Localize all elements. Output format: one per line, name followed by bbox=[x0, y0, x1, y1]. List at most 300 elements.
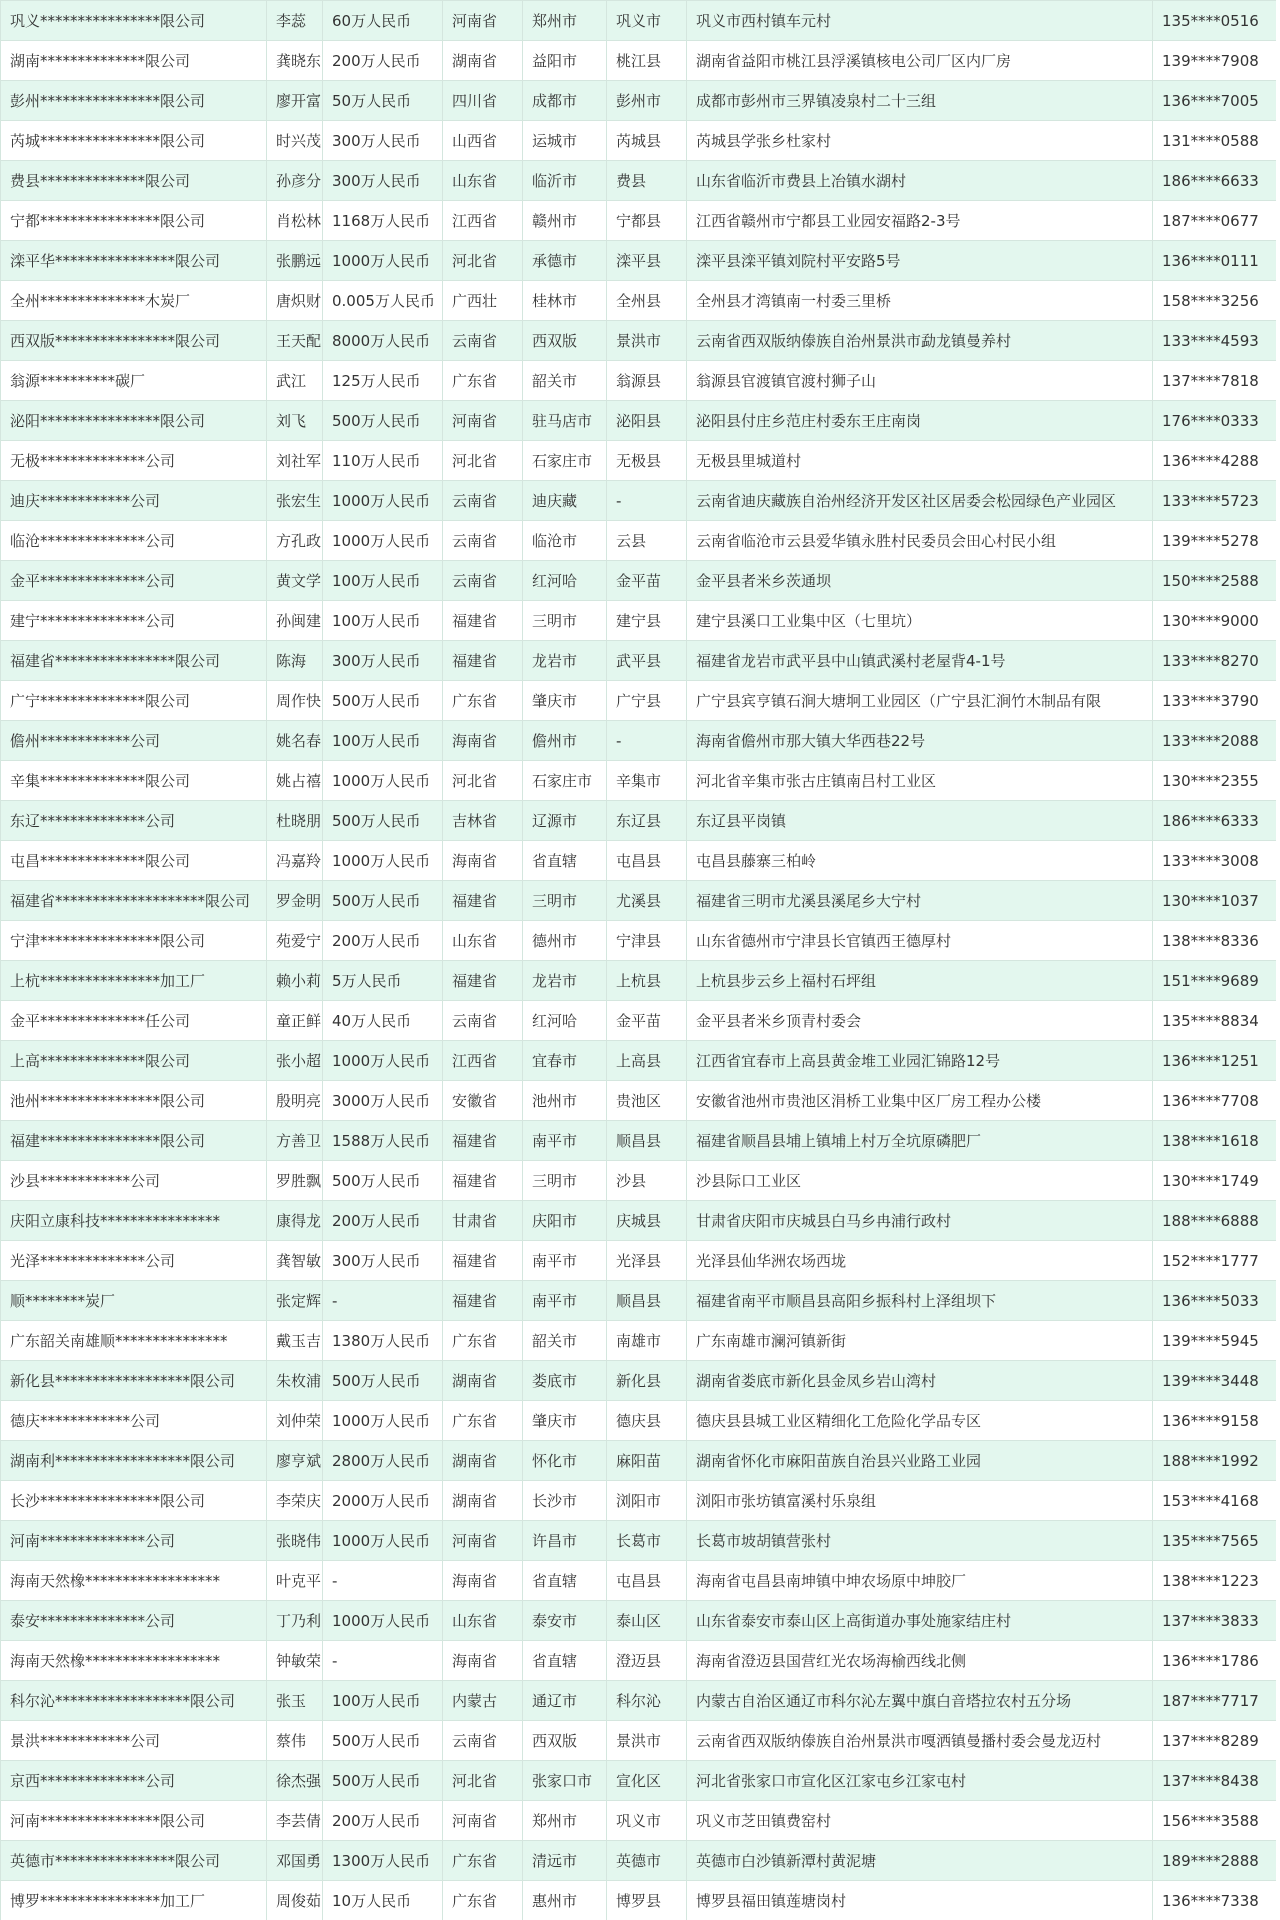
company-name-cell: 费县**************限公司 bbox=[1, 161, 267, 201]
legal-rep-cell: 黄文学 bbox=[267, 561, 323, 601]
table-row bbox=[1, 881, 1280, 921]
registered-capital-cell: 500万人民币 bbox=[323, 681, 443, 721]
phone-cell: 186****6333 bbox=[1153, 801, 1280, 841]
province-cell: 吉林省 bbox=[443, 801, 523, 841]
registered-capital-cell: 110万人民币 bbox=[323, 441, 443, 481]
address-cell: 山东省泰安市泰山区上高街道办事处施家结庄村 bbox=[687, 1601, 1153, 1641]
table-row bbox=[1, 401, 1280, 441]
address-cell: 海南省儋州市那大镇大华西巷22号 bbox=[687, 721, 1153, 761]
legal-rep-cell: 罗胜飘 bbox=[267, 1161, 323, 1201]
registered-capital-cell: 100万人民币 bbox=[323, 1681, 443, 1721]
company-name-cell: 德庆************公司 bbox=[1, 1401, 267, 1441]
table-row bbox=[1, 1041, 1280, 1081]
table-row bbox=[1, 1121, 1280, 1161]
registered-capital-cell: 1000万人民币 bbox=[323, 481, 443, 521]
province-cell: 福建省 bbox=[443, 881, 523, 921]
city-cell: 通辽市 bbox=[523, 1681, 607, 1721]
address-cell: 云南省迪庆藏族自治州经济开发区社区居委会松园绿色产业园区 bbox=[687, 481, 1153, 521]
city-cell: 娄底市 bbox=[523, 1361, 607, 1401]
table-row bbox=[1, 1, 1280, 41]
address-cell: 云南省临沧市云县爱华镇永胜村民委员会田心村民小组 bbox=[687, 521, 1153, 561]
city-cell: 赣州市 bbox=[523, 201, 607, 241]
table-row bbox=[1, 521, 1280, 561]
city-cell: 运城市 bbox=[523, 121, 607, 161]
province-cell: 云南省 bbox=[443, 481, 523, 521]
province-cell: 内蒙古 bbox=[443, 1681, 523, 1721]
city-cell: 南平市 bbox=[523, 1121, 607, 1161]
legal-rep-cell: 王天配 bbox=[267, 321, 323, 361]
city-cell: 西双版 bbox=[523, 321, 607, 361]
district-cell: 云县 bbox=[607, 521, 687, 561]
legal-rep-cell: 张宏生 bbox=[267, 481, 323, 521]
address-cell: 屯昌县藤寨三柏岭 bbox=[687, 841, 1153, 881]
table-row bbox=[1, 1761, 1280, 1801]
legal-rep-cell: 方孔政 bbox=[267, 521, 323, 561]
address-cell: 云南省西双版纳傣族自治州景洪市勐龙镇曼养村 bbox=[687, 321, 1153, 361]
company-name-cell: 东辽**************公司 bbox=[1, 801, 267, 841]
table-row bbox=[1, 1281, 1280, 1321]
city-cell: 成都市 bbox=[523, 81, 607, 121]
phone-cell: 152****1777 bbox=[1153, 1241, 1280, 1281]
phone-cell: 137****7818 bbox=[1153, 361, 1280, 401]
address-cell: 上杭县步云乡上福村石坪组 bbox=[687, 961, 1153, 1001]
company-name-cell: 彭州****************限公司 bbox=[1, 81, 267, 121]
city-cell: 张家口市 bbox=[523, 1761, 607, 1801]
legal-rep-cell: 周作快 bbox=[267, 681, 323, 721]
district-cell: 屯昌县 bbox=[607, 841, 687, 881]
province-cell: 河南省 bbox=[443, 1521, 523, 1561]
phone-cell: 136****9158 bbox=[1153, 1401, 1280, 1441]
city-cell: 龙岩市 bbox=[523, 961, 607, 1001]
table-row bbox=[1, 441, 1280, 481]
company-name-cell: 辛集**************限公司 bbox=[1, 761, 267, 801]
legal-rep-cell: 徐杰强 bbox=[267, 1761, 323, 1801]
province-cell: 云南省 bbox=[443, 321, 523, 361]
province-cell: 海南省 bbox=[443, 1641, 523, 1681]
city-cell: 怀化市 bbox=[523, 1441, 607, 1481]
company-name-cell: 博罗****************加工厂 bbox=[1, 1881, 267, 1920]
city-cell: 迪庆藏 bbox=[523, 481, 607, 521]
province-cell: 广东省 bbox=[443, 681, 523, 721]
district-cell: 巩义市 bbox=[607, 1, 687, 41]
province-cell: 四川省 bbox=[443, 81, 523, 121]
province-cell: 广西壮 bbox=[443, 281, 523, 321]
district-cell: 尤溪县 bbox=[607, 881, 687, 921]
table-row bbox=[1, 561, 1280, 601]
district-cell: 屯昌县 bbox=[607, 1561, 687, 1601]
registered-capital-cell: 1588万人民币 bbox=[323, 1121, 443, 1161]
address-cell: 博罗县福田镇莲塘岗村 bbox=[687, 1881, 1153, 1920]
phone-cell: 133****3008 bbox=[1153, 841, 1280, 881]
registered-capital-cell: 200万人民币 bbox=[323, 1201, 443, 1241]
address-cell: 福建省龙岩市武平县中山镇武溪村老屋背4-1号 bbox=[687, 641, 1153, 681]
company-name-cell: 无极**************公司 bbox=[1, 441, 267, 481]
phone-cell: 139****5278 bbox=[1153, 521, 1280, 561]
province-cell: 福建省 bbox=[443, 1121, 523, 1161]
registered-capital-cell: - bbox=[323, 1641, 443, 1681]
district-cell: 新化县 bbox=[607, 1361, 687, 1401]
legal-rep-cell: 陈海 bbox=[267, 641, 323, 681]
table-row bbox=[1, 1881, 1280, 1920]
province-cell: 河南省 bbox=[443, 401, 523, 441]
registered-capital-cell: 500万人民币 bbox=[323, 401, 443, 441]
district-cell: - bbox=[607, 721, 687, 761]
phone-cell: 187****7717 bbox=[1153, 1681, 1280, 1721]
legal-rep-cell: 张玉 bbox=[267, 1681, 323, 1721]
city-cell: 省直辖 bbox=[523, 1561, 607, 1601]
legal-rep-cell: 朱枚浦 bbox=[267, 1361, 323, 1401]
phone-cell: 138****1618 bbox=[1153, 1121, 1280, 1161]
legal-rep-cell: 张晓伟 bbox=[267, 1521, 323, 1561]
address-cell: 福建省南平市顺昌县高阳乡振科村上泽组坝下 bbox=[687, 1281, 1153, 1321]
district-cell: 辛集市 bbox=[607, 761, 687, 801]
phone-cell: 136****1786 bbox=[1153, 1641, 1280, 1681]
district-cell: 泌阳县 bbox=[607, 401, 687, 441]
address-cell: 福建省顺昌县埔上镇埔上村万全坑原磷肥厂 bbox=[687, 1121, 1153, 1161]
district-cell: 宁都县 bbox=[607, 201, 687, 241]
table-row bbox=[1, 1561, 1280, 1601]
table-row bbox=[1, 1361, 1280, 1401]
city-cell: 三明市 bbox=[523, 881, 607, 921]
table-row bbox=[1, 1201, 1280, 1241]
phone-cell: 153****4168 bbox=[1153, 1481, 1280, 1521]
phone-cell: 130****2355 bbox=[1153, 761, 1280, 801]
table-row bbox=[1, 601, 1280, 641]
city-cell: 清远市 bbox=[523, 1841, 607, 1881]
city-cell: 三明市 bbox=[523, 601, 607, 641]
district-cell: 景洪市 bbox=[607, 1721, 687, 1761]
legal-rep-cell: 张鹏远 bbox=[267, 241, 323, 281]
district-cell: 全州县 bbox=[607, 281, 687, 321]
phone-cell: 133****3790 bbox=[1153, 681, 1280, 721]
registered-capital-cell: 500万人民币 bbox=[323, 801, 443, 841]
province-cell: 河北省 bbox=[443, 761, 523, 801]
registered-capital-cell: 300万人民币 bbox=[323, 161, 443, 201]
registered-capital-cell: 125万人民币 bbox=[323, 361, 443, 401]
phone-cell: 139****7908 bbox=[1153, 41, 1280, 81]
registered-capital-cell: 200万人民币 bbox=[323, 1801, 443, 1841]
phone-cell: 135****7565 bbox=[1153, 1521, 1280, 1561]
phone-cell: 133****4593 bbox=[1153, 321, 1280, 361]
phone-cell: 136****5033 bbox=[1153, 1281, 1280, 1321]
province-cell: 广东省 bbox=[443, 1881, 523, 1920]
province-cell: 福建省 bbox=[443, 961, 523, 1001]
city-cell: 德州市 bbox=[523, 921, 607, 961]
district-cell: 桃江县 bbox=[607, 41, 687, 81]
registered-capital-cell: 100万人民币 bbox=[323, 561, 443, 601]
address-cell: 甘肃省庆阳市庆城县白马乡冉浦行政村 bbox=[687, 1201, 1153, 1241]
registered-capital-cell: 10万人民币 bbox=[323, 1881, 443, 1920]
phone-cell: 187****0677 bbox=[1153, 201, 1280, 241]
table-row bbox=[1, 801, 1280, 841]
legal-rep-cell: 邓国勇 bbox=[267, 1841, 323, 1881]
province-cell: 河北省 bbox=[443, 1761, 523, 1801]
address-cell: 海南省澄迈县国营红光农场海榆西线北侧 bbox=[687, 1641, 1153, 1681]
company-name-cell: 宁都****************限公司 bbox=[1, 201, 267, 241]
table-row bbox=[1, 1161, 1280, 1201]
district-cell: 顺昌县 bbox=[607, 1121, 687, 1161]
address-cell: 滦平县滦平镇刘院村平安路5号 bbox=[687, 241, 1153, 281]
province-cell: 广东省 bbox=[443, 361, 523, 401]
phone-cell: 139****5945 bbox=[1153, 1321, 1280, 1361]
address-cell: 光泽县仙华洲农场西垅 bbox=[687, 1241, 1153, 1281]
company-name-cell: 海南天然橡****************** bbox=[1, 1641, 267, 1681]
address-cell: 金平县者米乡顶青村委会 bbox=[687, 1001, 1153, 1041]
table-row bbox=[1, 1641, 1280, 1681]
district-cell: 金平苗 bbox=[607, 1001, 687, 1041]
city-cell: 郑州市 bbox=[523, 1801, 607, 1841]
phone-cell: 131****0588 bbox=[1153, 121, 1280, 161]
registered-capital-cell: 1000万人民币 bbox=[323, 1521, 443, 1561]
legal-rep-cell: 丁乃利 bbox=[267, 1601, 323, 1641]
city-cell: 长沙市 bbox=[523, 1481, 607, 1521]
province-cell: 湖南省 bbox=[443, 1481, 523, 1521]
legal-rep-cell: 姚名春 bbox=[267, 721, 323, 761]
city-cell: 临沂市 bbox=[523, 161, 607, 201]
phone-cell: 130****9000 bbox=[1153, 601, 1280, 641]
company-name-cell: 西双版****************限公司 bbox=[1, 321, 267, 361]
address-cell: 广东南雄市澜河镇新街 bbox=[687, 1321, 1153, 1361]
address-cell: 成都市彭州市三界镇凌泉村二十三组 bbox=[687, 81, 1153, 121]
district-cell: 上高县 bbox=[607, 1041, 687, 1081]
table-row bbox=[1, 1401, 1280, 1441]
table-row bbox=[1, 1441, 1280, 1481]
registered-capital-cell: 300万人民币 bbox=[323, 1241, 443, 1281]
phone-cell: 136****7005 bbox=[1153, 81, 1280, 121]
district-cell: 浏阳市 bbox=[607, 1481, 687, 1521]
company-name-cell: 宁津****************限公司 bbox=[1, 921, 267, 961]
company-name-cell: 广宁**************限公司 bbox=[1, 681, 267, 721]
company-name-cell: 建宁**************公司 bbox=[1, 601, 267, 641]
table-row bbox=[1, 281, 1280, 321]
district-cell: 宣化区 bbox=[607, 1761, 687, 1801]
province-cell: 江西省 bbox=[443, 1041, 523, 1081]
phone-cell: 150****2588 bbox=[1153, 561, 1280, 601]
district-cell: 沙县 bbox=[607, 1161, 687, 1201]
city-cell: 驻马店市 bbox=[523, 401, 607, 441]
company-name-cell: 河南****************限公司 bbox=[1, 1801, 267, 1841]
address-cell: 福建省三明市尤溪县溪尾乡大宁村 bbox=[687, 881, 1153, 921]
legal-rep-cell: 时兴茂 bbox=[267, 121, 323, 161]
legal-rep-cell: 唐炽财 bbox=[267, 281, 323, 321]
registered-capital-cell: - bbox=[323, 1561, 443, 1601]
province-cell: 云南省 bbox=[443, 561, 523, 601]
phone-cell: 130****1749 bbox=[1153, 1161, 1280, 1201]
company-name-cell: 广东韶关南雄顺*************** bbox=[1, 1321, 267, 1361]
district-cell: 建宁县 bbox=[607, 601, 687, 641]
district-cell: 广宁县 bbox=[607, 681, 687, 721]
table-row bbox=[1, 1721, 1280, 1761]
province-cell: 广东省 bbox=[443, 1401, 523, 1441]
city-cell: 临沧市 bbox=[523, 521, 607, 561]
legal-rep-cell: 刘飞 bbox=[267, 401, 323, 441]
district-cell: 巩义市 bbox=[607, 1801, 687, 1841]
district-cell: 德庆县 bbox=[607, 1401, 687, 1441]
address-cell: 湖南省娄底市新化县金凤乡岩山湾村 bbox=[687, 1361, 1153, 1401]
address-cell: 巩义市芝田镇费窑村 bbox=[687, 1801, 1153, 1841]
city-cell: 辽源市 bbox=[523, 801, 607, 841]
province-cell: 福建省 bbox=[443, 1161, 523, 1201]
address-cell: 湖南省益阳市桃江县浮溪镇核电公司厂区内厂房 bbox=[687, 41, 1153, 81]
registered-capital-cell: 500万人民币 bbox=[323, 1361, 443, 1401]
legal-rep-cell: 李荣庆 bbox=[267, 1481, 323, 1521]
legal-rep-cell: 刘社军 bbox=[267, 441, 323, 481]
company-name-cell: 福建省****************限公司 bbox=[1, 641, 267, 681]
address-cell: 江西省宜春市上高县黄金堆工业园汇锦路12号 bbox=[687, 1041, 1153, 1081]
province-cell: 云南省 bbox=[443, 1001, 523, 1041]
table-row bbox=[1, 1521, 1280, 1561]
district-cell: 无极县 bbox=[607, 441, 687, 481]
legal-rep-cell: 童正鲜 bbox=[267, 1001, 323, 1041]
registered-capital-cell: 1000万人民币 bbox=[323, 761, 443, 801]
table-row bbox=[1, 1801, 1280, 1841]
address-cell: 沙县际口工业区 bbox=[687, 1161, 1153, 1201]
company-name-cell: 临沧**************公司 bbox=[1, 521, 267, 561]
table-row bbox=[1, 681, 1280, 721]
registered-capital-cell: 1000万人民币 bbox=[323, 1401, 443, 1441]
address-cell: 英德市白沙镇新潭村黄泥塘 bbox=[687, 1841, 1153, 1881]
phone-cell: 137****3833 bbox=[1153, 1601, 1280, 1641]
registered-capital-cell: 500万人民币 bbox=[323, 1721, 443, 1761]
phone-cell: 138****8336 bbox=[1153, 921, 1280, 961]
registered-capital-cell: 2800万人民币 bbox=[323, 1441, 443, 1481]
legal-rep-cell: 孙闽建 bbox=[267, 601, 323, 641]
registered-capital-cell: 1380万人民币 bbox=[323, 1321, 443, 1361]
district-cell: 彭州市 bbox=[607, 81, 687, 121]
legal-rep-cell: 张定辉 bbox=[267, 1281, 323, 1321]
city-cell: 益阳市 bbox=[523, 41, 607, 81]
province-cell: 河南省 bbox=[443, 1801, 523, 1841]
table-row bbox=[1, 1001, 1280, 1041]
district-cell: 东辽县 bbox=[607, 801, 687, 841]
address-cell: 巩义市西村镇车元村 bbox=[687, 1, 1153, 41]
phone-cell: 188****1992 bbox=[1153, 1441, 1280, 1481]
address-cell: 广宁县宾亨镇石涧大塘坰工业园区（广宁县汇涧竹木制品有限 bbox=[687, 681, 1153, 721]
phone-cell: 137****8438 bbox=[1153, 1761, 1280, 1801]
province-cell: 河南省 bbox=[443, 1, 523, 41]
address-cell: 泌阳县付庄乡范庄村委东王庄南岗 bbox=[687, 401, 1153, 441]
table-row bbox=[1, 921, 1280, 961]
address-cell: 云南省西双版纳傣族自治州景洪市嘎洒镇曼播村委会曼龙迈村 bbox=[687, 1721, 1153, 1761]
city-cell: 省直辖 bbox=[523, 1641, 607, 1681]
province-cell: 湖南省 bbox=[443, 1361, 523, 1401]
district-cell: 英德市 bbox=[607, 1841, 687, 1881]
legal-rep-cell: 方善卫 bbox=[267, 1121, 323, 1161]
district-cell: 澄迈县 bbox=[607, 1641, 687, 1681]
legal-rep-cell: 钟敏荣 bbox=[267, 1641, 323, 1681]
province-cell: 海南省 bbox=[443, 841, 523, 881]
phone-cell: 139****3448 bbox=[1153, 1361, 1280, 1401]
registered-capital-cell: 500万人民币 bbox=[323, 1161, 443, 1201]
district-cell: 麻阳苗 bbox=[607, 1441, 687, 1481]
registered-capital-cell: 50万人民币 bbox=[323, 81, 443, 121]
district-cell: 金平苗 bbox=[607, 561, 687, 601]
table-row bbox=[1, 841, 1280, 881]
phone-cell: 156****3588 bbox=[1153, 1801, 1280, 1841]
legal-rep-cell: 戴玉吉 bbox=[267, 1321, 323, 1361]
registered-capital-cell: 3000万人民币 bbox=[323, 1081, 443, 1121]
province-cell: 福建省 bbox=[443, 641, 523, 681]
company-name-cell: 芮城****************限公司 bbox=[1, 121, 267, 161]
legal-rep-cell: 赖小莉 bbox=[267, 961, 323, 1001]
legal-rep-cell: 杜晓朋 bbox=[267, 801, 323, 841]
address-cell: 东辽县平岗镇 bbox=[687, 801, 1153, 841]
phone-cell: 176****0333 bbox=[1153, 401, 1280, 441]
company-name-cell: 翁源**********碳厂 bbox=[1, 361, 267, 401]
company-name-cell: 迪庆************公司 bbox=[1, 481, 267, 521]
city-cell: 南平市 bbox=[523, 1281, 607, 1321]
table-row bbox=[1, 41, 1280, 81]
city-cell: 南平市 bbox=[523, 1241, 607, 1281]
table-row bbox=[1, 721, 1280, 761]
address-cell: 芮城县学张乡杜家村 bbox=[687, 121, 1153, 161]
province-cell: 江西省 bbox=[443, 201, 523, 241]
table-row bbox=[1, 81, 1280, 121]
table-row bbox=[1, 1241, 1280, 1281]
company-name-cell: 滦平华****************限公司 bbox=[1, 241, 267, 281]
registered-capital-cell: 1000万人民币 bbox=[323, 521, 443, 561]
address-cell: 翁源县官渡镇官渡村狮子山 bbox=[687, 361, 1153, 401]
company-name-cell: 上高**************限公司 bbox=[1, 1041, 267, 1081]
phone-cell: 188****6888 bbox=[1153, 1201, 1280, 1241]
company-name-cell: 金平**************公司 bbox=[1, 561, 267, 601]
address-cell: 全州县才湾镇南一村委三里桥 bbox=[687, 281, 1153, 321]
table-row bbox=[1, 321, 1280, 361]
company-name-cell: 景洪************公司 bbox=[1, 1721, 267, 1761]
legal-rep-cell: 周俊茹 bbox=[267, 1881, 323, 1920]
address-cell: 德庆县县城工业区精细化工危险化学品专区 bbox=[687, 1401, 1153, 1441]
city-cell: 红河哈 bbox=[523, 561, 607, 601]
company-name-cell: 庆阳立康科技**************** bbox=[1, 1201, 267, 1241]
province-cell: 湖南省 bbox=[443, 41, 523, 81]
city-cell: 三明市 bbox=[523, 1161, 607, 1201]
registered-capital-cell: 300万人民币 bbox=[323, 121, 443, 161]
district-cell: 滦平县 bbox=[607, 241, 687, 281]
registered-capital-cell: 200万人民币 bbox=[323, 921, 443, 961]
phone-cell: 136****7338 bbox=[1153, 1881, 1280, 1920]
address-cell: 河北省张家口市宣化区江家屯乡江家屯村 bbox=[687, 1761, 1153, 1801]
company-name-cell: 河南**************公司 bbox=[1, 1521, 267, 1561]
phone-cell: 135****0516 bbox=[1153, 1, 1280, 41]
province-cell: 福建省 bbox=[443, 1241, 523, 1281]
city-cell: 许昌市 bbox=[523, 1521, 607, 1561]
address-cell: 河北省辛集市张古庄镇南吕村工业区 bbox=[687, 761, 1153, 801]
table-row bbox=[1, 1481, 1280, 1521]
registered-capital-cell: 0.005万人民币 bbox=[323, 281, 443, 321]
district-cell: 科尔沁 bbox=[607, 1681, 687, 1721]
table-row bbox=[1, 361, 1280, 401]
company-name-cell: 科尔沁******************限公司 bbox=[1, 1681, 267, 1721]
legal-rep-cell: 武江 bbox=[267, 361, 323, 401]
table-row bbox=[1, 241, 1280, 281]
legal-rep-cell: 孙彦分 bbox=[267, 161, 323, 201]
registered-capital-cell: 500万人民币 bbox=[323, 881, 443, 921]
company-name-cell: 全州**************木炭厂 bbox=[1, 281, 267, 321]
phone-cell: 151****9689 bbox=[1153, 961, 1280, 1001]
company-name-cell: 英德市****************限公司 bbox=[1, 1841, 267, 1881]
city-cell: 郑州市 bbox=[523, 1, 607, 41]
phone-cell: 158****3256 bbox=[1153, 281, 1280, 321]
legal-rep-cell: 廖亨斌 bbox=[267, 1441, 323, 1481]
legal-rep-cell: 张小超 bbox=[267, 1041, 323, 1081]
city-cell: 宜春市 bbox=[523, 1041, 607, 1081]
table-row bbox=[1, 641, 1280, 681]
district-cell: 武平县 bbox=[607, 641, 687, 681]
registered-capital-cell: 1300万人民币 bbox=[323, 1841, 443, 1881]
company-name-cell: 巩义****************限公司 bbox=[1, 1, 267, 41]
table-row bbox=[1, 1681, 1280, 1721]
province-cell: 山西省 bbox=[443, 121, 523, 161]
